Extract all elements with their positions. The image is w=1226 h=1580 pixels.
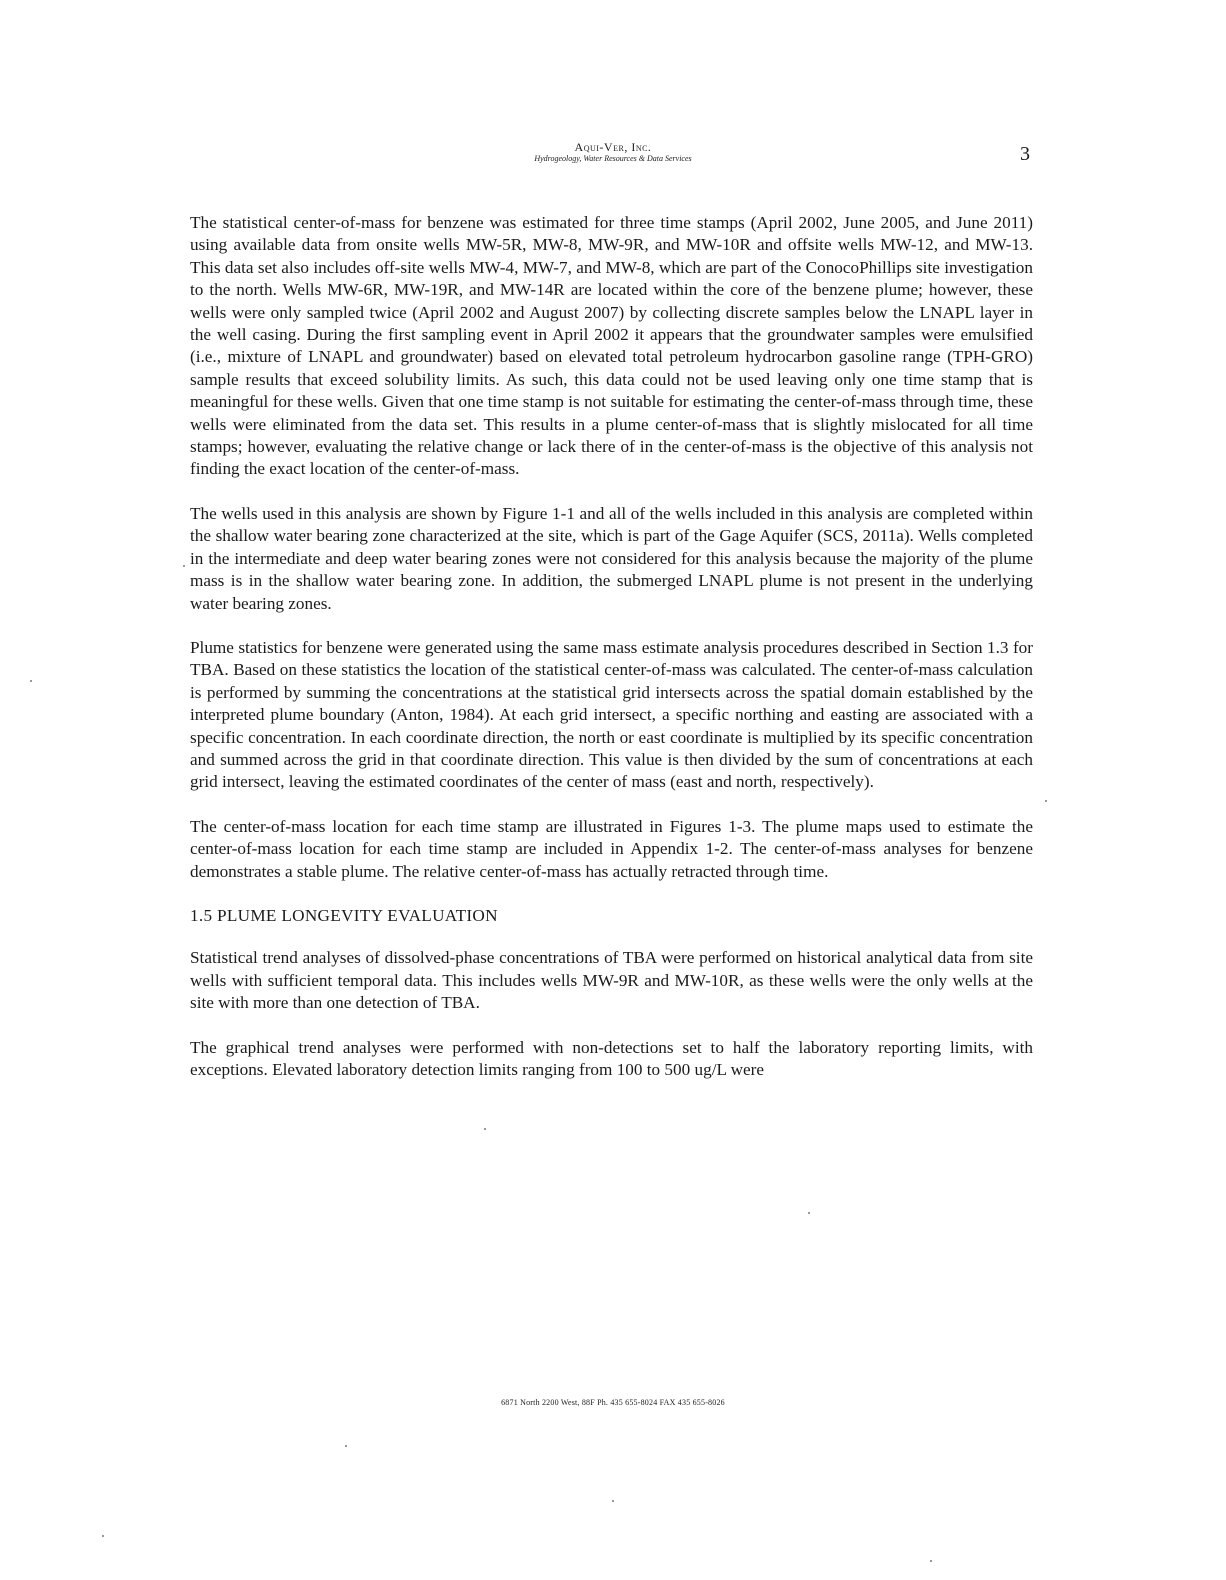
paragraph-plume-statistics: Plume statistics for benzene were generated using the same mass estimate analysis procedures described in Section 1.3 for TBA. Based on these statistics the location of the statistical center-of-mass was calculated. The center-of-mass calculation is performed by summing the concentrations at the statistical grid intersects across the spatial domain established by the interpreted plume boundary (Anton, 1984). At each grid intersect, a specific northing and easting are associated with a specific concentration. In each coordinate direction, the north or east coordinate is multiplied by its specific concentration and summed across the grid in that coordinate direction. This value is then divided by the sum of concentrations at each grid intersect, leaving the estimated coordinates of the center of mass (east and north, respectively). [190,637,1033,792]
page-number: 3 [1020,143,1030,165]
paragraph-trend-analyses: Statistical trend analyses of dissolved-phase concentrations of TBA were performed on historical analytical data from site wells with sufficient temporal data. This includes wells MW-9R and MW-10R, as these wells were the only wells at the site with more than one detection of TBA. [190,948,1033,1013]
section-heading: 1.5 PLUME LONGEVITY EVALUATION [190,905,498,925]
letterhead [0,140,1226,164]
scan-speck [1045,800,1047,802]
paragraph-center-of-mass-results: The center-of-mass location for each time stamp are illustrated in Figures 1-3. The plume maps used to estimate the center-of-mass location for each time stamp are included in Appendix 1-2. The center-of-mass analyses for benzene demonstrates a stable plume. The relative center-of-mass has actually retracted through time. [190,816,1033,881]
scan-speck [345,1445,347,1447]
paragraph-graphical-trend: The graphical trend analyses were performed with non-detections set to half the laboratory reporting limits, with exceptions. Elevated laboratory detection limits ranging from 100 to 500 ug/L were [190,1037,1033,1079]
company-name: Aqui-Ver, Inc. [574,140,652,154]
scan-speck [30,680,32,682]
paragraph-center-of-mass: The statistical center-of-mass for benzene was estimated for three time stamps (April 2002, June 2005, and June 2011) using available data from onsite wells MW-5R, MW-8, MW-9R, and MW-10R and offsite wells MW-12, and MW-13. This data set also includes off-site wells MW-4, MW-7, and MW-8, which are part of the ConocoPhillips site investigation to the north. Wells MW-6R, MW-19R, and MW-14R are located within the core of the benzene plume; however, these wells were only sampled twice (April 2002 and August 2007) by collecting discrete samples below the LNAPL layer in the well casing. During the first sampling event in April 2002 it appears that the groundwater samples were emulsified (i.e., mixture of LNAPL and groundwater) based on elevated total petroleum hydrocarbon gasoline range (TPH-GRO) sample results that exceed solubility limits. As such, this data could not be used leaving only one time stamp that is meaningful for these wells. Given that one time stamp is not suitable for estimating the center-of-mass through time, these wells were eliminated from the data set. This results in a plume center-of-mass that is slightly mislocated for all time stamps; however, evaluating the relative change or lack there of in the center-of-mass is the objective of this analysis not finding the exact location of the center-of-mass. [190,213,1033,479]
scan-speck [808,1212,810,1214]
scan-speck [612,1500,614,1502]
paragraph-wells-used: The wells used in this analysis are shown by Figure 1-1 and all of the wells included in this analysis are completed within the shallow water bearing zone characterized at the site, which is part of the Gage Aquifer (SCS, 2011a). Wells completed in the intermediate and deep water bearing zones were not considered for this analysis because the majority of the plume mass is in the shallow water bearing zone. In addition, the submerged LNAPL plume is not present in the underlying water bearing zones. [190,503,1033,613]
footer-address: 6871 North 2200 West, 88F Ph. 435 655-8024 FAX 435 655-8026 [501,1398,725,1407]
scan-speck [484,1128,486,1130]
document-body [190,212,1033,1103]
scan-speck [102,1535,104,1537]
scan-speck [183,565,185,567]
scan-speck [930,1560,932,1562]
company-tagline: Hydrogeology, Water Resources & Data Services [534,154,692,163]
